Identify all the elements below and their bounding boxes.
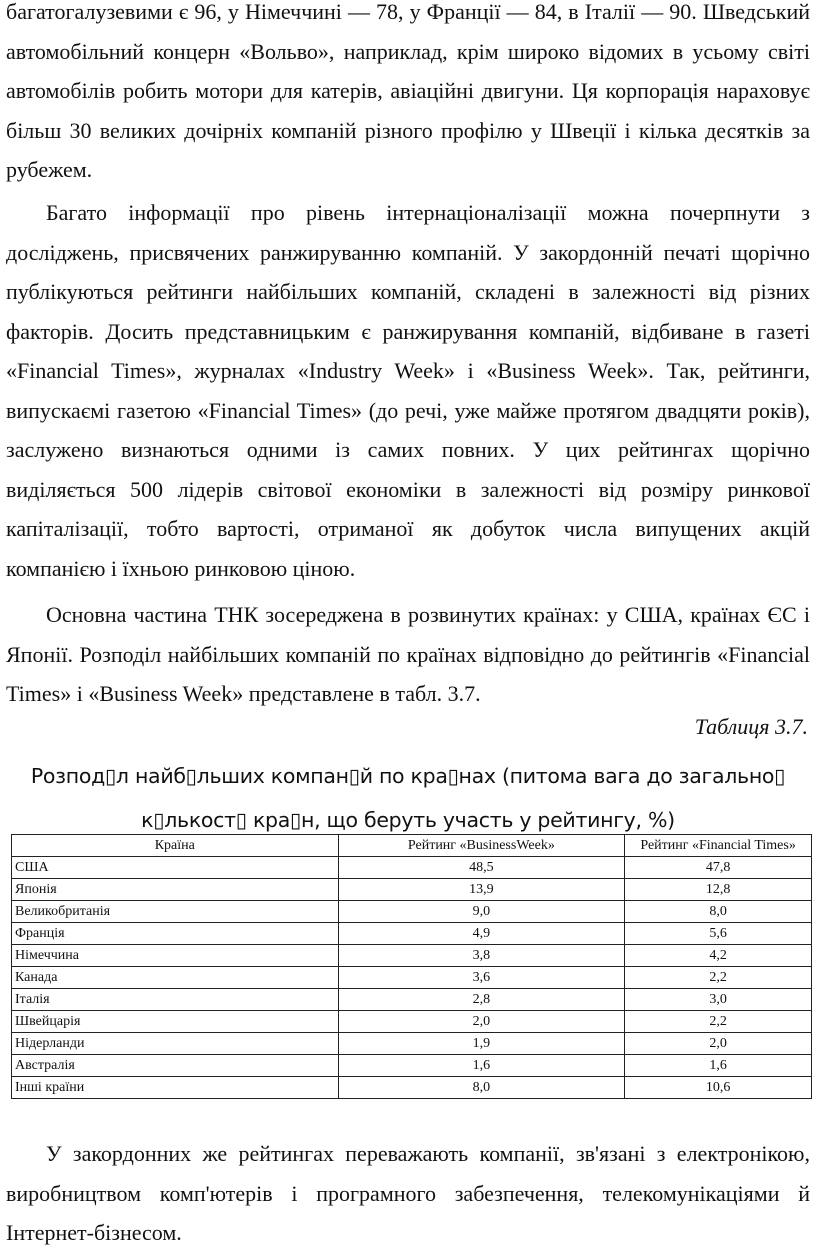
cell-businessweek: 2,0 bbox=[338, 1011, 625, 1033]
cell-country: Нідерланди bbox=[12, 1033, 339, 1055]
table-row bbox=[12, 945, 812, 967]
table-row bbox=[12, 879, 812, 901]
table-header-row bbox=[12, 835, 812, 857]
table-title-line-2: к▯лькост▯ кра▯н, що беруть участь у рейтингу, %) bbox=[141, 808, 675, 832]
cell-country: Швейцарія bbox=[12, 1011, 339, 1033]
cell-financial-times: 4,2 bbox=[625, 945, 812, 967]
table-row bbox=[12, 923, 812, 945]
table-row bbox=[12, 1077, 812, 1099]
cell-financial-times: 12,8 bbox=[625, 879, 812, 901]
cell-financial-times: 1,6 bbox=[625, 1055, 812, 1077]
cell-businessweek: 9,0 bbox=[338, 901, 625, 923]
cell-country: Японія bbox=[12, 879, 339, 901]
paragraph-1: багатогалузевими є 96, у Німеччині — 78, у Франції — 84, в Італії — 90. Шведський автомобільний концерн «Вольво», наприклад, крім широко відомих в усьому світі автомобілів робить мотори для катерів, авіаційні двигуни. Ця корпорація нараховує більш 30 великих дочірніх компаній різного профілю у Швеції і кілька десятків за рубежем. bbox=[6, 0, 810, 182]
cell-financial-times: 2,0 bbox=[625, 1033, 812, 1055]
paragraph-3: Основна частина ТНК зосереджена в розвинутих країнах: у США, країнах ЄС і Японії. Розподіл найбільших компаній по країнах відповідно до рейтингів «Financial Times» і «Business Week» представлене в табл. 3.7. bbox=[6, 602, 810, 706]
cell-financial-times: 47,8 bbox=[625, 857, 812, 879]
table-title-line-1: Розпод▯л найб▯льших компан▯й по кра▯нах (питома вага до загально▯ bbox=[30, 764, 786, 788]
cell-businessweek: 2,8 bbox=[338, 989, 625, 1011]
cell-financial-times: 10,6 bbox=[625, 1077, 812, 1099]
table-number-label: Таблиця 3.7. bbox=[694, 714, 808, 739]
header-financial-times: Рейтинг «Financial Times» bbox=[625, 835, 812, 857]
cell-country: Італія bbox=[12, 989, 339, 1011]
cell-businessweek: 13,9 bbox=[338, 879, 625, 901]
table-row bbox=[12, 857, 812, 879]
country-ranking-table bbox=[11, 834, 812, 1099]
table-row bbox=[12, 1055, 812, 1077]
table-row bbox=[12, 967, 812, 989]
cell-businessweek: 4,9 bbox=[338, 923, 625, 945]
paragraph-2: Багато інформації про рівень інтернаціоналізації можна почерпнути з досліджень, присвячених ранжируванню компаній. У закордонній печаті щорічно публікуються рейтинги найбільших компаній, складені в залежності від різних факторів. Досить представницьким є ранжирування компаній, відбиване в газеті «Financial Times», журналах «Industry Week» і «Business Week». Так, рейтинги, випускаємі газетою «Financial Times» (до речі, уже майже протягом двадцяти років), заслужено визнаються одними із самих повних. У цих рейтингах щорічно виділяється 500 лідерів світової економіки в залежності від розміру ринкової капіталізації, тобто вартості, отриманої як добуток числа випущених акцій компанією і їхньою ринковою ціною. bbox=[6, 200, 810, 581]
cell-financial-times: 8,0 bbox=[625, 901, 812, 923]
table-row bbox=[12, 1033, 812, 1055]
table-title bbox=[0, 754, 816, 842]
header-businessweek: Рейтинг «BusinessWeek» bbox=[338, 835, 625, 857]
cell-businessweek: 3,8 bbox=[338, 945, 625, 967]
cell-country: Великобританія bbox=[12, 901, 339, 923]
header-country: Країна bbox=[12, 835, 339, 857]
cell-country: Канада bbox=[12, 967, 339, 989]
table-body bbox=[12, 857, 812, 1099]
table-row bbox=[12, 1011, 812, 1033]
cell-financial-times: 2,2 bbox=[625, 967, 812, 989]
cell-businessweek: 48,5 bbox=[338, 857, 625, 879]
cell-businessweek: 1,9 bbox=[338, 1033, 625, 1055]
paragraph-4: У закордонних же рейтингах переважають компанії, зв'язані з електронікою, виробництвом комп'ютерів і програмного забезпечення, телекомунікаціями й Інтернет-бізнесом. bbox=[6, 1141, 810, 1245]
table-row bbox=[12, 901, 812, 923]
table-row bbox=[12, 989, 812, 1011]
cell-financial-times: 3,0 bbox=[625, 989, 812, 1011]
cell-businessweek: 8,0 bbox=[338, 1077, 625, 1099]
cell-businessweek: 1,6 bbox=[338, 1055, 625, 1077]
cell-country: Франція bbox=[12, 923, 339, 945]
cell-businessweek: 3,6 bbox=[338, 967, 625, 989]
cell-country: Інші країни bbox=[12, 1077, 339, 1099]
cell-country: Австралія bbox=[12, 1055, 339, 1077]
cell-country: США bbox=[12, 857, 339, 879]
cell-financial-times: 5,6 bbox=[625, 923, 812, 945]
cell-financial-times: 2,2 bbox=[625, 1011, 812, 1033]
cell-country: Німеччина bbox=[12, 945, 339, 967]
